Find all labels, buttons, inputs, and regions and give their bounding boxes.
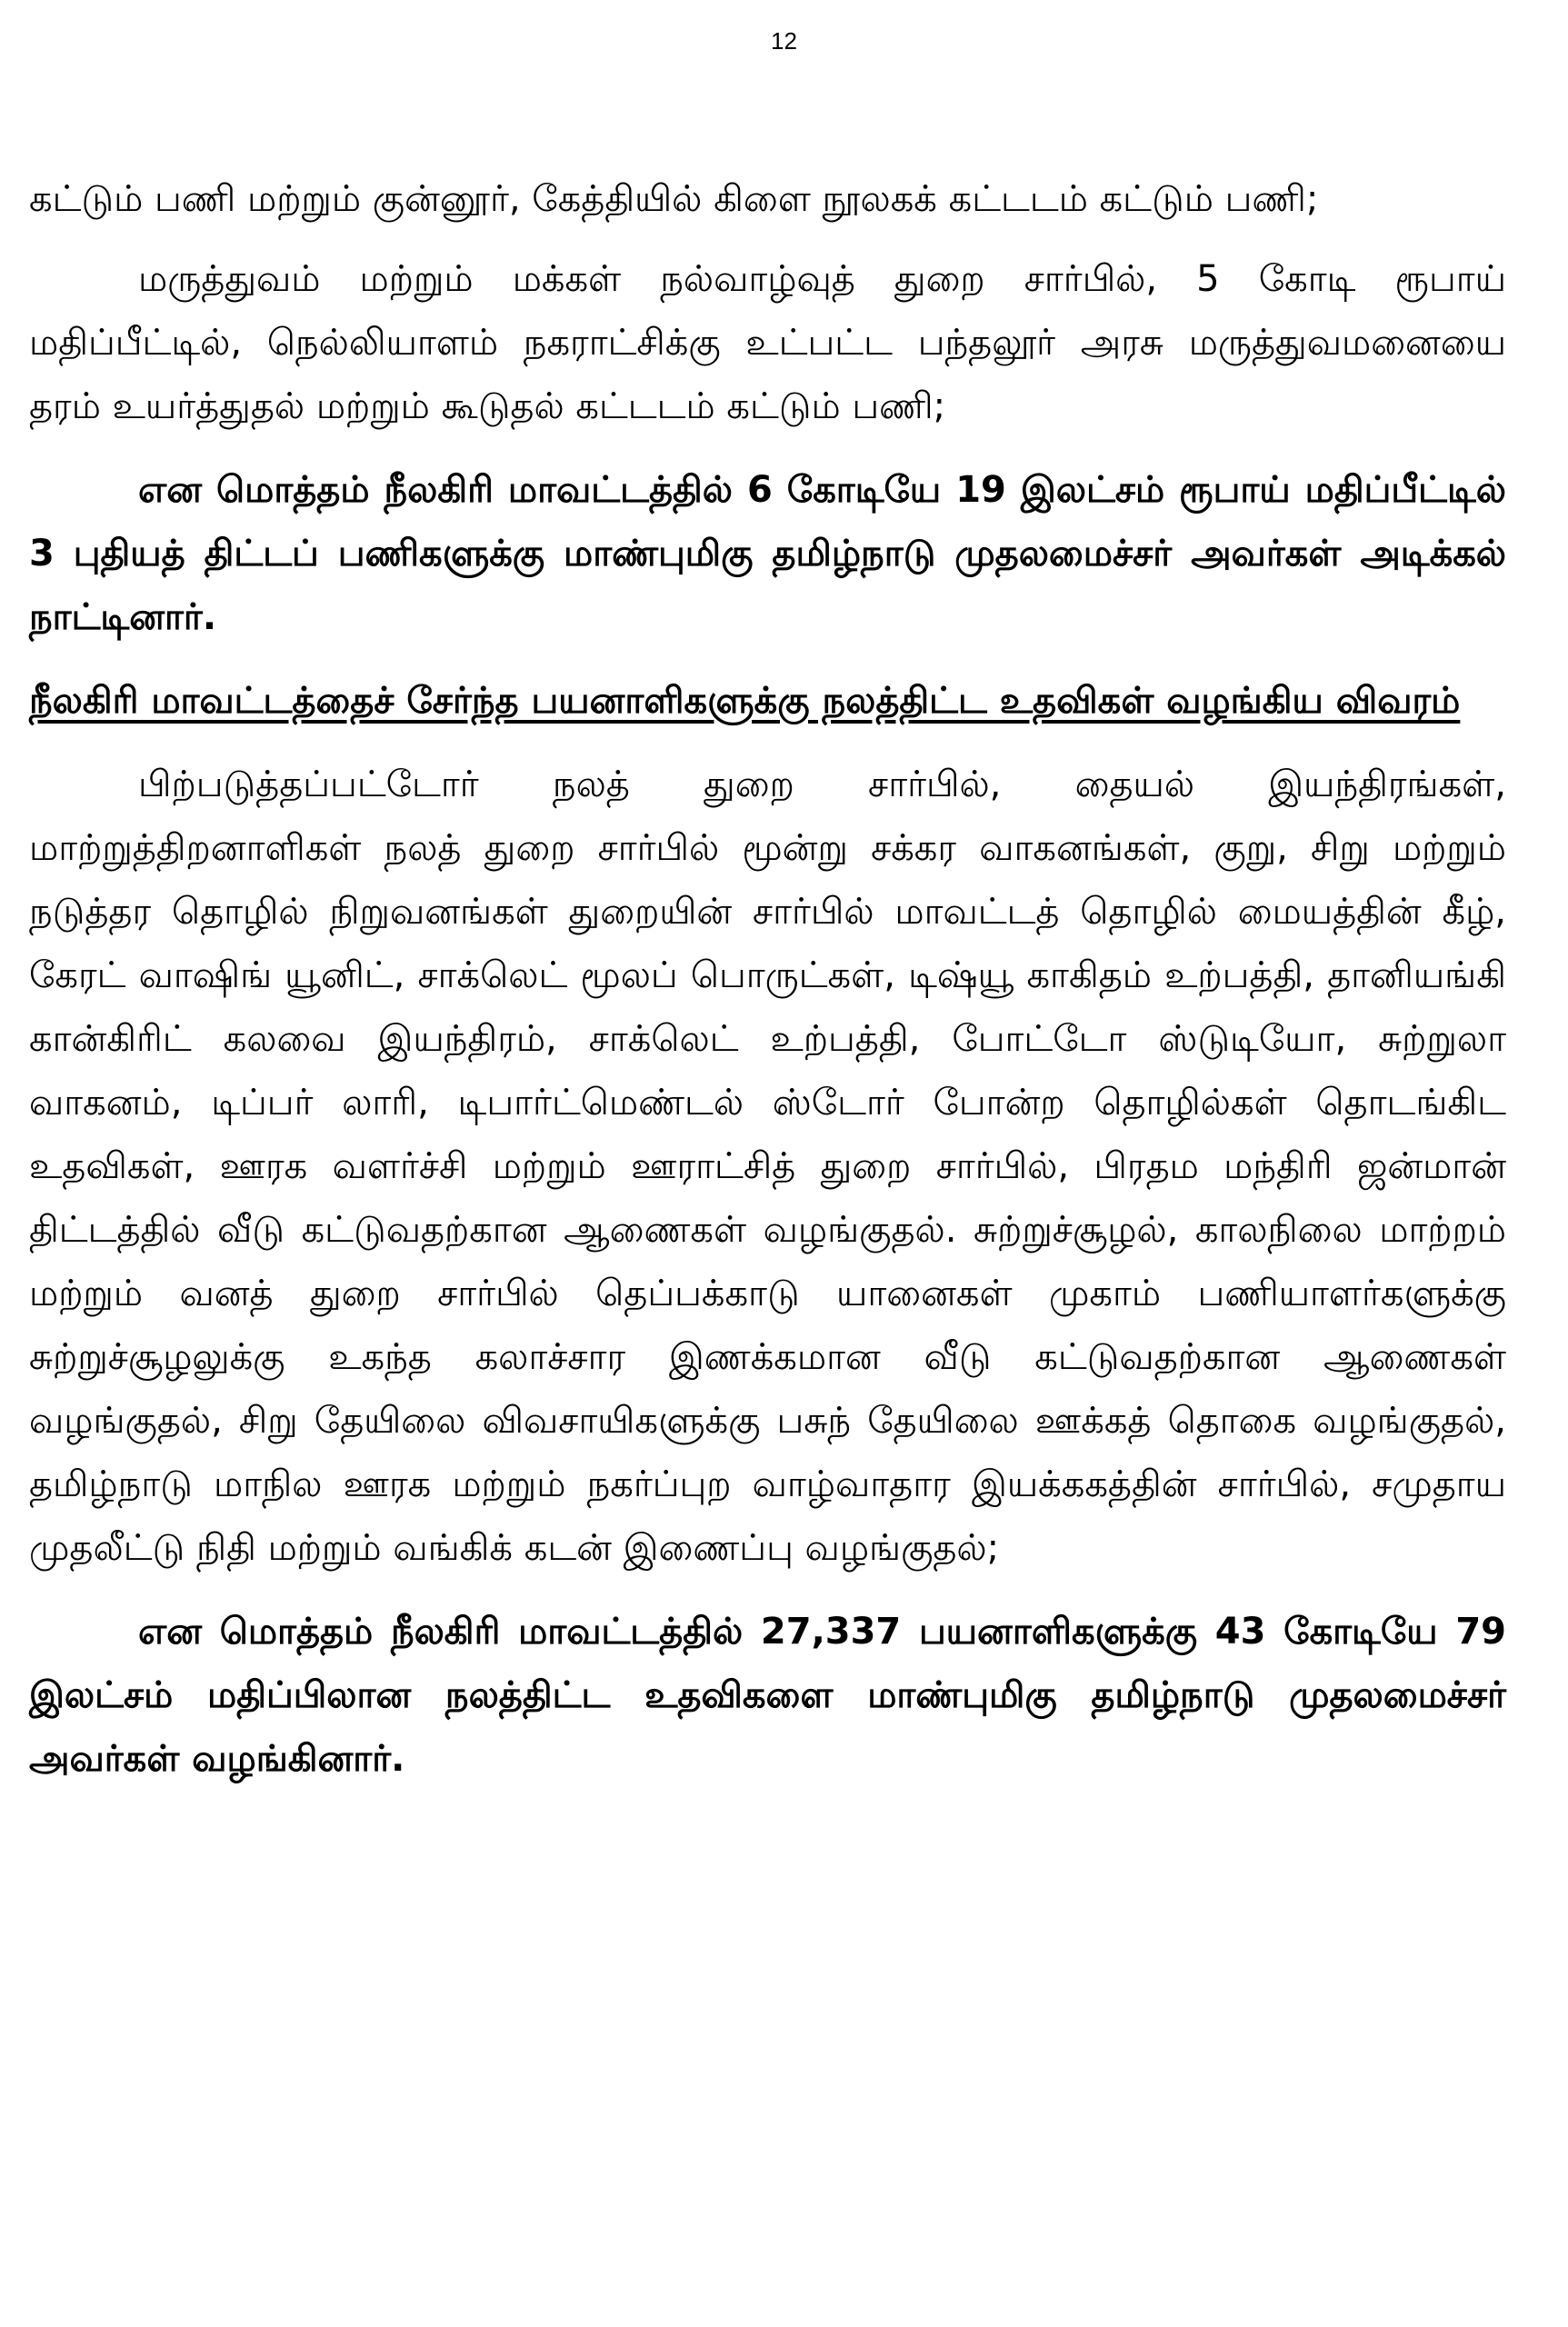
page-number: 12 [771, 27, 797, 55]
section-heading-welfare-assistance: நீலகிரி மாவட்டத்தைச் சேர்ந்த பயனாளிகளுக்கு நலத்திட்ட உதவிகள் வழங்கிய விவரம் [29, 680, 1461, 722]
paragraph-beneficiaries-summary: என மொத்தம் நீலகிரி மாவட்டத்தில் 27,337 பயனாளிகளுக்கு 43 கோடியே 79 இலட்சம் மதிப்பிலான நலத்திட்ட உதவிகளை மாண்புமிகு தமிழ்நாடு முதலமைச்சர் அவர்கள் வழங்கினார். [29, 1611, 1506, 1780]
paragraph-hospital-upgrade: மருத்துவம் மற்றும் மக்கள் நல்வாழ்வுத் துறை சார்பில், 5 கோடி ரூபாய் மதிப்பீட்டில், நெல்லியாளம் நகராட்சிக்கு உட்பட்ட பந்தலூர் அரசு மருத்துவமனையை தரம் உயர்த்துதல் மற்றும் கூடுதல் கட்டடம் கட்டும் பணி; [29, 258, 1506, 427]
paragraph-welfare-details: பிற்படுத்தப்பட்டோர் நலத் துறை சார்பில், தையல் இயந்திரங்கள், மாற்றுத்திறனாளிகள் நலத் துறை சார்பில் மூன்று சக்கர வாகனங்கள், குறு, சிறு மற்றும் நடுத்தர தொழில் நிறுவனங்கள் துறையின் சார்பில் மாவட்டத் தொழில் மையத்தின் கீழ், கேரட் வாஷிங் யூனிட், சாக்லெட் மூலப் பொருட்கள், டிஷ்யூ காகிதம் உற்பத்தி, தானியங்கி கான்கிரிட் கலவை இயந்திரம், சாக்லெட் உற்பத்தி, போட்டோ ஸ்டுடியோ, சுற்றுலா வாகனம், டிப்பர் லாரி, டிபார்ட்மெண்டல் ஸ்டோர் போன்ற தொழில்கள் தொடங்கிட உதவிகள், ஊரக வளர்ச்சி மற்றும் ஊராட்சித் துறை சார்பில், பிரதம மந்திரி ஜன்மான் திட்டத்தில் வீடு கட்டுவதற்கான ஆணைகள் வழங்குதல். சுற்றுச்சூழல், காலநிலை மாற்றம் மற்றும் வனத் துறை சார்பில் தெப்பக்காடு யானைகள் முகாம் பணியாளர்களுக்கு சுற்றுச்சூழலுக்கு உகந்த கலாச்சார இணக்கமான வீடு கட்டுவதற்கான ஆணைகள் வழங்குதல், சிறு தேயிலை விவசாயிகளுக்கு பசுந் தேயிலை ஊக்கத் தொகை வழங்குதல், தமிழ்நாடு மாநில ஊரக மற்றும் நகர்ப்புற வாழ்வாதார இயக்ககத்தின் சார்பில், சமுதாய முதலீட்டு நிதி மற்றும் வங்கிக் கடன் இணைப்பு வழங்குதல்; [29, 764, 1506, 1569]
document-body [29, 167, 1506, 1791]
paragraph-foundation-summary: என மொத்தம் நீலகிரி மாவட்டத்தில் 6 கோடியே 19 இலட்சம் ரூபாய் மதிப்பீட்டில் 3 புதியத் திட்டப் பணிகளுக்கு மாண்புமிகு தமிழ்நாடு முதலமைச்சர் அவர்கள் அடிக்கல் நாட்டினார். [29, 469, 1506, 638]
paragraph-library-construction: கட்டும் பணி மற்றும் குன்னூர், கேத்தியில் கிளை நூலகக் கட்டடம் கட்டும் பணி; [29, 178, 1319, 220]
